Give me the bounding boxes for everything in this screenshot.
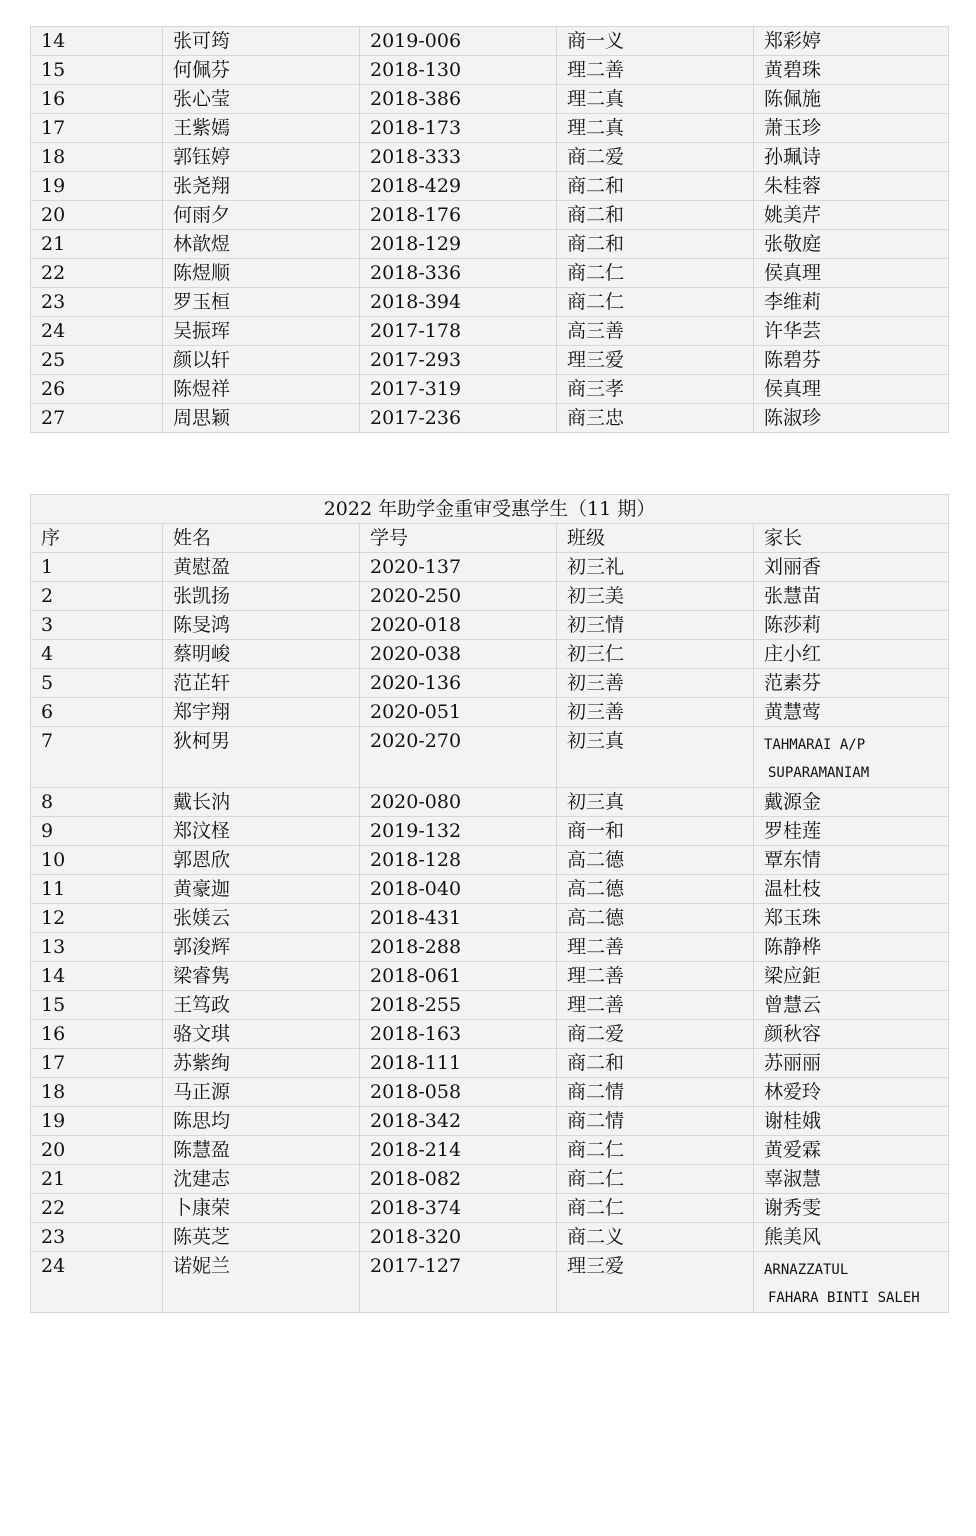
table-header-row [31,524,949,553]
table-row [31,143,949,172]
table-row [31,582,949,611]
cell-index: 16 [31,85,163,114]
cell-index: 9 [31,817,163,846]
cell-student-id: 2018-111 [360,1049,557,1078]
cell-parent: 侯真理 [754,375,949,404]
cell-class: 初三真 [557,727,754,788]
cell-index: 6 [31,698,163,727]
cell-index: 1 [31,553,163,582]
cell-name: 颜以轩 [163,346,360,375]
cell-index: 4 [31,640,163,669]
cell-parent: 范素芬 [754,669,949,698]
table-row [31,172,949,201]
cell-parent: 郑彩婷 [754,27,949,56]
cell-student-id: 2018-058 [360,1078,557,1107]
cell-class: 商二和 [557,1049,754,1078]
table-row [31,27,949,56]
table-row [31,1252,949,1313]
cell-student-id: 2017-319 [360,375,557,404]
cell-index: 17 [31,114,163,143]
cell-index: 12 [31,904,163,933]
cell-student-id: 2019-132 [360,817,557,846]
table-row [31,201,949,230]
cell-name: 陈英芝 [163,1223,360,1252]
table-row [31,640,949,669]
cell-parent: 姚美芹 [754,201,949,230]
cell-name: 林歆煜 [163,230,360,259]
cell-parent: 萧玉珍 [754,114,949,143]
recipient-table-2022 [30,494,949,1313]
cell-name: 郑宇翔 [163,698,360,727]
cell-name: 张凯扬 [163,582,360,611]
cell-index: 15 [31,991,163,1020]
cell-parent: 陈莎莉 [754,611,949,640]
cell-name: 张可筠 [163,27,360,56]
cell-index: 11 [31,875,163,904]
table-row [31,1194,949,1223]
cell-name: 周思颖 [163,404,360,433]
table-row [31,1136,949,1165]
header-name: 姓名 [163,524,360,553]
cell-class: 商一义 [557,27,754,56]
header-student-id: 学号 [360,524,557,553]
cell-class: 理二善 [557,991,754,1020]
cell-index: 7 [31,727,163,788]
table-row [31,846,949,875]
cell-student-id: 2018-342 [360,1107,557,1136]
cell-parent: 罗桂莲 [754,817,949,846]
cell-class: 商二义 [557,1223,754,1252]
cell-student-id: 2020-018 [360,611,557,640]
cell-student-id: 2018-336 [360,259,557,288]
cell-name: 张媄云 [163,904,360,933]
cell-class: 理二善 [557,962,754,991]
cell-index: 16 [31,1020,163,1049]
cell-index: 25 [31,346,163,375]
cell-name: 黄慰盈 [163,553,360,582]
table-caption-row [31,495,949,524]
cell-class: 商二和 [557,230,754,259]
cell-parent: 覃东情 [754,846,949,875]
cell-name: 马正源 [163,1078,360,1107]
cell-student-id: 2020-051 [360,698,557,727]
cell-name: 骆文琪 [163,1020,360,1049]
cell-parent: 苏丽丽 [754,1049,949,1078]
cell-index: 2 [31,582,163,611]
cell-name: 何雨夕 [163,201,360,230]
cell-class: 理三爱 [557,1252,754,1313]
table-row [31,817,949,846]
table-row [31,788,949,817]
cell-class: 商一和 [557,817,754,846]
table-row [31,1223,949,1252]
table-row [31,611,949,640]
cell-class: 初三美 [557,582,754,611]
cell-student-id: 2020-270 [360,727,557,788]
cell-index: 21 [31,1165,163,1194]
cell-parent: 林爱玲 [754,1078,949,1107]
cell-student-id: 2018-176 [360,201,557,230]
table-row [31,317,949,346]
cell-index: 15 [31,56,163,85]
cell-parent: 黄碧珠 [754,56,949,85]
cell-class: 商二情 [557,1107,754,1136]
cell-student-id: 2018-333 [360,143,557,172]
cell-class: 高三善 [557,317,754,346]
cell-class: 商二爱 [557,1020,754,1049]
cell-parent: 陈淑珍 [754,404,949,433]
cell-parent: 黄爱霖 [754,1136,949,1165]
cell-class: 商二仁 [557,288,754,317]
cell-name: 郭恩欣 [163,846,360,875]
cell-class: 高二德 [557,875,754,904]
cell-class: 高二德 [557,904,754,933]
cell-student-id: 2018-320 [360,1223,557,1252]
table-row [31,553,949,582]
cell-index: 13 [31,933,163,962]
cell-student-id: 2018-040 [360,875,557,904]
cell-index: 5 [31,669,163,698]
cell-parent: 颜秋容 [754,1020,949,1049]
cell-class: 商二和 [557,201,754,230]
cell-parent: 孙珮诗 [754,143,949,172]
cell-name: 沈建志 [163,1165,360,1194]
cell-parent: 熊美风 [754,1223,949,1252]
cell-parent [754,1252,949,1313]
table-row [31,288,949,317]
cell-parent: 陈静桦 [754,933,949,962]
table-row [31,346,949,375]
cell-student-id: 2020-136 [360,669,557,698]
table-caption: 2022 年助学金重审受惠学生（11 期） [31,495,949,524]
cell-name: 蔡明峻 [163,640,360,669]
cell-student-id: 2018-082 [360,1165,557,1194]
cell-student-id: 2018-163 [360,1020,557,1049]
cell-index: 3 [31,611,163,640]
table-row [31,669,949,698]
cell-class: 理二真 [557,114,754,143]
cell-student-id: 2017-236 [360,404,557,433]
table-row [31,875,949,904]
cell-name: 何佩芬 [163,56,360,85]
cell-student-id: 2018-288 [360,933,557,962]
cell-student-id: 2018-061 [360,962,557,991]
cell-index: 26 [31,375,163,404]
cell-student-id: 2017-178 [360,317,557,346]
cell-student-id: 2020-080 [360,788,557,817]
cell-index: 14 [31,27,163,56]
cell-class: 商二仁 [557,1136,754,1165]
cell-student-id: 2017-293 [360,346,557,375]
header-parent: 家长 [754,524,949,553]
cell-student-id: 2020-137 [360,553,557,582]
cell-index: 21 [31,230,163,259]
cell-name: 郑汶柽 [163,817,360,846]
cell-class: 商二情 [557,1078,754,1107]
cell-index: 27 [31,404,163,433]
cell-name: 王紫嫣 [163,114,360,143]
cell-class: 理三爱 [557,346,754,375]
recipient-table-continued [30,26,949,433]
cell-index: 14 [31,962,163,991]
cell-index: 17 [31,1049,163,1078]
cell-index: 10 [31,846,163,875]
cell-student-id: 2018-374 [360,1194,557,1223]
cell-name: 陈旻鸿 [163,611,360,640]
cell-index: 8 [31,788,163,817]
cell-class: 初三善 [557,698,754,727]
cell-index: 24 [31,1252,163,1313]
cell-name: 戴长汭 [163,788,360,817]
header-index: 序 [31,524,163,553]
cell-name: 张心莹 [163,85,360,114]
table-row [31,259,949,288]
cell-student-id: 2018-130 [360,56,557,85]
cell-parent: 曾慧云 [754,991,949,1020]
cell-parent: 辜淑慧 [754,1165,949,1194]
table-row [31,933,949,962]
cell-name: 陈煜祥 [163,375,360,404]
cell-class: 商三孝 [557,375,754,404]
cell-student-id: 2018-129 [360,230,557,259]
cell-index: 20 [31,201,163,230]
cell-name: 范芷轩 [163,669,360,698]
table-row [31,698,949,727]
header-class: 班级 [557,524,754,553]
table-row [31,904,949,933]
table-row [31,962,949,991]
cell-parent: 陈碧芬 [754,346,949,375]
cell-class: 初三仁 [557,640,754,669]
cell-index: 23 [31,288,163,317]
table-row [31,404,949,433]
cell-class: 商二仁 [557,259,754,288]
cell-index: 22 [31,259,163,288]
cell-parent: 陈佩施 [754,85,949,114]
table-row [31,114,949,143]
cell-student-id: 2018-429 [360,172,557,201]
cell-class: 商二仁 [557,1194,754,1223]
cell-parent [754,727,949,788]
cell-parent: 侯真理 [754,259,949,288]
table-row [31,230,949,259]
table-row [31,85,949,114]
cell-name: 陈慧盈 [163,1136,360,1165]
cell-index: 18 [31,143,163,172]
cell-index: 22 [31,1194,163,1223]
cell-student-id: 2018-128 [360,846,557,875]
cell-class: 商二爱 [557,143,754,172]
cell-parent: 刘丽香 [754,553,949,582]
cell-index: 19 [31,172,163,201]
cell-name: 王笃政 [163,991,360,1020]
table-row [31,727,949,788]
cell-name: 诺妮兰 [163,1252,360,1313]
cell-name: 狄柯男 [163,727,360,788]
cell-student-id: 2018-431 [360,904,557,933]
table-row [31,1020,949,1049]
cell-parent: 戴源金 [754,788,949,817]
cell-student-id: 2019-006 [360,27,557,56]
cell-name: 黄豪迦 [163,875,360,904]
cell-student-id: 2020-038 [360,640,557,669]
parent-name-line: FAHARA BINTI SALEH [768,1290,920,1306]
cell-index: 23 [31,1223,163,1252]
parent-name-line: SUPARAMANIAM [768,765,870,781]
table-row [31,1049,949,1078]
cell-student-id: 2018-173 [360,114,557,143]
cell-parent: 许华芸 [754,317,949,346]
table-row [31,991,949,1020]
cell-student-id: 2018-394 [360,288,557,317]
cell-name: 陈煜顺 [163,259,360,288]
cell-name: 苏紫绚 [163,1049,360,1078]
cell-name: 张尧翔 [163,172,360,201]
cell-name: 郭钰婷 [163,143,360,172]
cell-class: 初三情 [557,611,754,640]
cell-name: 郭浚辉 [163,933,360,962]
cell-parent: 朱桂蓉 [754,172,949,201]
cell-class: 商三忠 [557,404,754,433]
table-row [31,375,949,404]
parent-name-line: ARNAZZATUL [764,1262,849,1278]
cell-class: 理二真 [557,85,754,114]
table-row [31,1078,949,1107]
cell-index: 18 [31,1078,163,1107]
cell-parent: 张敬庭 [754,230,949,259]
cell-parent: 李维莉 [754,288,949,317]
cell-class: 高二德 [557,846,754,875]
cell-name: 陈思均 [163,1107,360,1136]
cell-parent: 谢秀雯 [754,1194,949,1223]
cell-class: 初三善 [557,669,754,698]
cell-name: 梁睿隽 [163,962,360,991]
table-row [31,1107,949,1136]
cell-student-id: 2018-386 [360,85,557,114]
cell-index: 24 [31,317,163,346]
cell-class: 理二善 [557,56,754,85]
parent-name-line: TAHMARAI A/P [764,737,866,753]
cell-parent: 庄小红 [754,640,949,669]
cell-parent: 黄慧莺 [754,698,949,727]
cell-parent: 梁应鉅 [754,962,949,991]
cell-student-id: 2018-255 [360,991,557,1020]
cell-student-id: 2020-250 [360,582,557,611]
cell-class: 初三真 [557,788,754,817]
cell-student-id: 2018-214 [360,1136,557,1165]
cell-class: 商二仁 [557,1165,754,1194]
cell-parent: 张慧苗 [754,582,949,611]
cell-class: 初三礼 [557,553,754,582]
table-row [31,1165,949,1194]
cell-class: 商二和 [557,172,754,201]
cell-parent: 谢桂娥 [754,1107,949,1136]
cell-parent: 温杜枝 [754,875,949,904]
cell-index: 19 [31,1107,163,1136]
cell-name: 卜康荣 [163,1194,360,1223]
table-row [31,56,949,85]
cell-parent: 郑玉珠 [754,904,949,933]
cell-index: 20 [31,1136,163,1165]
cell-name: 罗玉桓 [163,288,360,317]
cell-student-id: 2017-127 [360,1252,557,1313]
cell-name: 吴振珲 [163,317,360,346]
cell-class: 理二善 [557,933,754,962]
